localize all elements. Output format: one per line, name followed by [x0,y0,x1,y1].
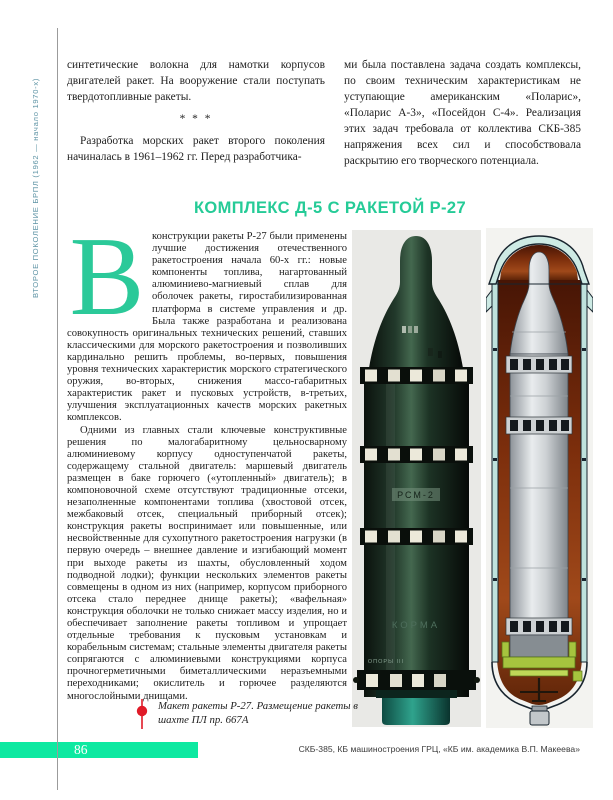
missile-belt-3 [506,618,572,635]
intro-column-left [67,57,325,165]
support-belt-1 [360,367,473,384]
tube-wall-right [581,280,587,662]
figure-rocket-mockup-photo [352,230,481,727]
rocket-mockup-illustration [352,230,481,727]
rocket-nose-cone [369,236,463,368]
figure-caption: Макет ракеты Р-27. Размещение ракеты в шахте ПЛ пр. 667А [158,700,358,726]
launch-tube-illustration [486,228,593,728]
support-belt-3 [360,528,473,545]
tube-wall-left [492,280,498,662]
section-title: КОМПЛЕКС Д-5 С РАКЕТОЙ Р-27 [193,199,467,218]
green-support-ring [503,657,575,668]
missile-belt-1 [506,356,572,373]
page-number: 86 [74,742,88,757]
footer-credit: СКБ-385, КБ машиностроения ГРЦ, «КБ им. академика В.П. Макеева» [298,744,580,754]
missile-belt-2 [506,417,572,434]
tube-bracket-left [486,290,492,312]
green-support-block-right [569,642,576,657]
sidebar-vertical-rule [57,28,58,790]
intro-paragraph: ми была поставлена задача создать комплексы, по своим техническим характеристикам не уступающие американским «Поларис», «Поларис А-3», «Посейдон С-4». Реализация этих задач требовала от коллектива СКБ-385 напряжения всех сил и способствовала раскрытию его творческого потенциала. [344,59,581,167]
intro-column-right [344,57,581,169]
rocket-marking-rsm: РСМ-2 [397,490,435,500]
section-separator: * * * [179,113,213,125]
green-support-block-left [502,642,509,657]
page-number-band [0,742,198,758]
figure-launch-tube-cutaway [486,228,593,728]
support-belt-2 [360,446,473,463]
body-paragraph-1: конструкции ракеты Р-27 были применены лучшие достижения отечественного ракетостроения начала 60-х гг.: новые компоненты топлива, нагартованный алюминиево-магниевый сплав для оболочек ракеты, гиростабилизированная платформа в системе управления и др. Была также разработана и реализована совокупность оригинальных технических решений, ставших классическими для морского ракетостроения и позволивших кардинально решить проблемы, во-первых, повышения уровня технических характеристик морского стратегического оружия, во-вторых, снижения массо-габаритных характеристик ракет и пусковых устройств, в-третьих, улучшения эксплуатационных качеств морских ракетных комплексов. [67,231,347,424]
caption-marker-icon [135,698,149,732]
rocket-marking-opory: ОПОРЫ III [367,659,405,665]
sidebar-chapter-label: ВТОРОЕ ПОКОЛЕНИЕ БРПЛ (1962 — начало 1970-х) [31,77,40,298]
body-paragraph-2: Одними из главных стали ключевые конструктивные решения по малогабаритному цельносварному алюминиевому корпусу одноступенчатой ракеты, содержащему стальной двигатель: маршевый двигатель размещен в баке горючего («утопленный» двигатель); в компоновочной схеме отсутствуют традиционные отсеки, незаполненные компонентами топлива (хвостовой отсек, межбаковый отсек, специальный приборный отсек); конструкция ракеты воспринимает или повышенные, или несвойственные для сухопутного ракетостроения нагрузки (в первую очередь – внешнее давление и изгибающий момент при выходе ракеты из шахты, обусловленный ходом подводной лодки); функции нескольких элементов ракеты совмещены в одном из них (например, корпусом приборного отсека стало переднее днище ракеты); «вафельная» конструкция оболочки не только снижает массу изделия, но и обеспечивает заполнение ракеты топливом и упрощает отдельные требования к пусковым установкам и корабельным системам; стальные элементы двигателя ракеты сопрягаются с алюминиевыми конструкциями корпуса прочногерметичными биметаллическими неразъемными переходниками; окислитель и горючее разделяются многослойными днищами. [67,424,347,702]
intro-paragraph: Разработка морских ракет второго поколения начиналась в 1961–1962 гг. Перед разработчика- [67,135,325,163]
body-text-column [67,215,347,703]
support-belt-4 [353,670,480,690]
drop-cap: В [69,215,145,339]
tube-bracket-right [587,290,593,312]
intro-paragraph: синтетические волокна для намотки корпусов двигателей ракет. На вооружение стали поступать твердотопливные ракеты. [67,59,325,103]
tube-bottom-fitting [530,711,549,725]
rocket-tail-skirt [382,698,450,725]
rocket-marking-korma: КОРМА [391,620,441,631]
